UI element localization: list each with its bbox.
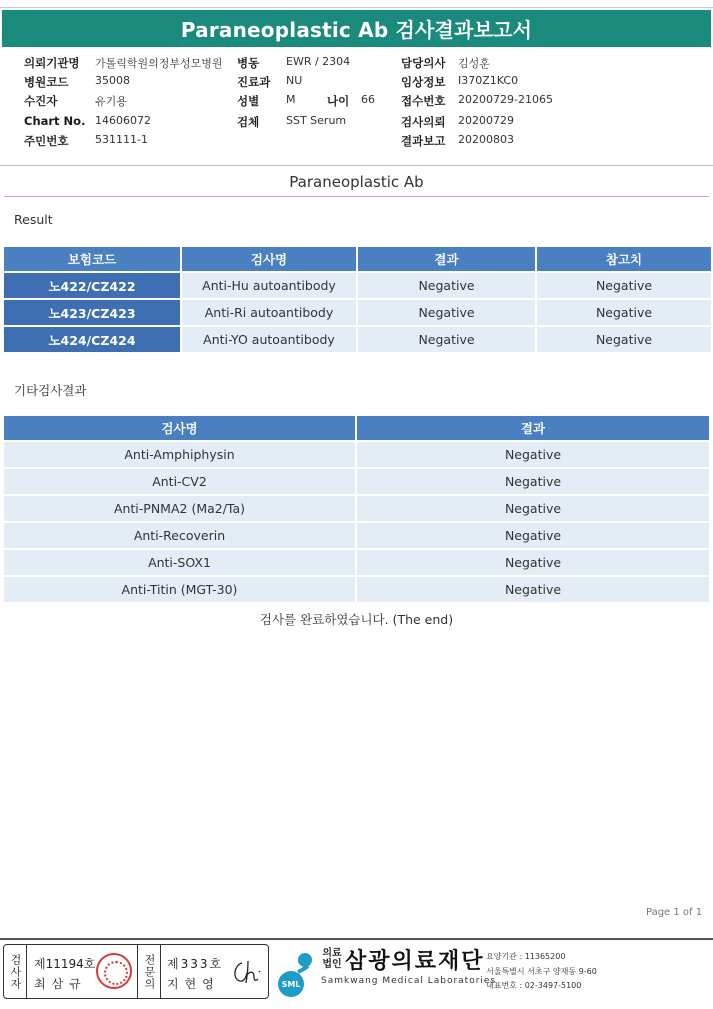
result-cell: Negative — [357, 442, 709, 467]
info-row — [0, 133, 713, 151]
section-title: Paraneoplastic Ab — [4, 171, 709, 197]
test-name-cell: Anti-CV2 — [4, 469, 355, 494]
table-row — [4, 523, 709, 548]
label-hospital-code: 병원코드 — [24, 75, 69, 89]
patient-info-block — [0, 48, 713, 166]
organization-english-name: Samkwang Medical Laboratories — [321, 976, 497, 986]
label-resident-no: 주민번호 — [24, 134, 69, 148]
value-doctor: 김성훈 — [458, 57, 490, 70]
org-address: 서울특별시 서초구 양재동 9-60 — [486, 967, 597, 976]
sml-logo-icon — [274, 946, 320, 998]
result-table — [2, 245, 713, 354]
divider — [160, 945, 161, 998]
table-row — [4, 442, 709, 467]
table-row — [4, 469, 709, 494]
insurance-code-cell: 노423/CZ423 — [4, 300, 180, 325]
examiner-label: 검사자 — [9, 953, 22, 990]
footer-divider — [0, 938, 713, 940]
divider — [26, 945, 27, 998]
handwritten-signature — [228, 955, 268, 989]
red-seal-stamp — [96, 953, 132, 989]
org-code: 요양기관 : 11365200 — [486, 952, 566, 961]
specialist-name: 지현영 — [167, 977, 220, 991]
table-row — [4, 300, 711, 325]
result-cell: Negative — [357, 577, 709, 602]
label-requesting-institution: 의뢰기관명 — [24, 56, 80, 70]
value-report-date: 20200803 — [458, 133, 514, 146]
label-clinical-info: 임상정보 — [401, 75, 446, 89]
value-patient: 유기용 — [95, 95, 127, 108]
result-table-header — [4, 247, 711, 271]
value-specimen: SST Serum — [286, 114, 347, 127]
table-row — [4, 577, 709, 602]
test-name-cell: Anti-PNMA2 (Ma2/Ta) — [4, 496, 355, 521]
reference-cell: Negative — [537, 300, 711, 325]
info-row — [0, 55, 713, 73]
result-label: Result — [14, 212, 53, 227]
result-cell: Negative — [358, 327, 535, 352]
organization-name: 삼광의료재단 — [345, 949, 485, 974]
table-row — [4, 550, 709, 575]
result-cell: Negative — [357, 550, 709, 575]
org-phone: 대표번호 : 02-3497-5100 — [486, 981, 582, 990]
org-prefix: 의료 법인 — [322, 948, 342, 970]
header-test-name: 검사명 — [182, 247, 356, 271]
label-age: 나이 — [327, 94, 350, 108]
table-row — [4, 327, 711, 352]
insurance-code-cell: 노422/CZ422 — [4, 273, 180, 298]
page-number: Page 1 of 1 — [646, 907, 703, 918]
test-name-cell: Anti-Recoverin — [4, 523, 355, 548]
result-cell: Negative — [358, 273, 535, 298]
result-cell: Negative — [358, 300, 535, 325]
test-name-cell: Anti-Hu autoantibody — [182, 273, 356, 298]
label-report-date: 결과보고 — [401, 134, 446, 148]
reference-cell: Negative — [537, 327, 711, 352]
top-border — [0, 0, 713, 8]
info-row — [0, 114, 713, 132]
signature-box — [3, 944, 269, 999]
report-title: Paraneoplastic Ab 검사결과보고서 — [2, 10, 711, 47]
label-specimen: 검체 — [237, 115, 260, 129]
value-receipt-no: 20200729-21065 — [458, 93, 553, 106]
header-result: 결과 — [358, 247, 535, 271]
value-age: 66 — [361, 93, 375, 106]
test-name-cell: Anti-Amphiphysin — [4, 442, 355, 467]
label-ward: 병동 — [237, 56, 260, 70]
logo-text: SML — [281, 980, 301, 989]
value-sex: M — [286, 93, 296, 106]
value-request-date: 20200729 — [458, 114, 514, 127]
label-patient: 수진자 — [24, 94, 58, 108]
header-insurance-code: 보험코드 — [4, 247, 180, 271]
examiner-name: 최삼규 — [34, 977, 87, 991]
info-row — [0, 93, 713, 111]
result-cell: Negative — [357, 469, 709, 494]
value-department: NU — [286, 74, 303, 87]
label-chart-no: Chart No. — [24, 114, 86, 128]
label-doctor: 담당의사 — [401, 56, 446, 70]
reference-cell: Negative — [537, 273, 711, 298]
end-note: 검사를 완료하였습니다. (The end) — [259, 612, 454, 627]
insurance-code-cell: 노424/CZ424 — [4, 327, 180, 352]
test-name-cell: Anti-Ri autoantibody — [182, 300, 356, 325]
header-result: 결과 — [357, 416, 709, 440]
value-resident-no: 531111-1 — [95, 133, 148, 146]
table-row — [4, 496, 709, 521]
specialist-label: 전문의 — [143, 953, 156, 990]
value-ward: EWR / 2304 — [286, 55, 351, 68]
other-table-header — [4, 416, 709, 440]
value-chart-no: 14606072 — [95, 114, 151, 127]
value-hospital-code: 35008 — [95, 74, 130, 87]
examiner-license-no: 제11194호 — [34, 957, 96, 971]
label-receipt-no: 접수번호 — [401, 94, 446, 108]
header-test-name: 검사명 — [4, 416, 355, 440]
label-request-date: 검사의뢰 — [401, 115, 446, 129]
other-results-table — [2, 414, 711, 604]
label-sex: 성별 — [237, 94, 260, 108]
value-clinical-info: I370Z1KC0 — [458, 74, 519, 87]
result-cell: Negative — [357, 496, 709, 521]
value-requesting-institution: 가톨릭학원의정부성모병원 — [95, 57, 223, 70]
label-department: 진료과 — [237, 75, 271, 89]
test-name-cell: Anti-Titin (MGT-30) — [4, 577, 355, 602]
info-row — [0, 74, 713, 92]
table-row — [4, 273, 711, 298]
specialist-license-no: 제333호 — [167, 957, 224, 971]
test-name-cell: Anti-YO autoantibody — [182, 327, 356, 352]
header-reference: 참고치 — [537, 247, 711, 271]
other-results-label: 기타검사결과 — [14, 383, 87, 398]
result-cell: Negative — [357, 523, 709, 548]
test-name-cell: Anti-SOX1 — [4, 550, 355, 575]
